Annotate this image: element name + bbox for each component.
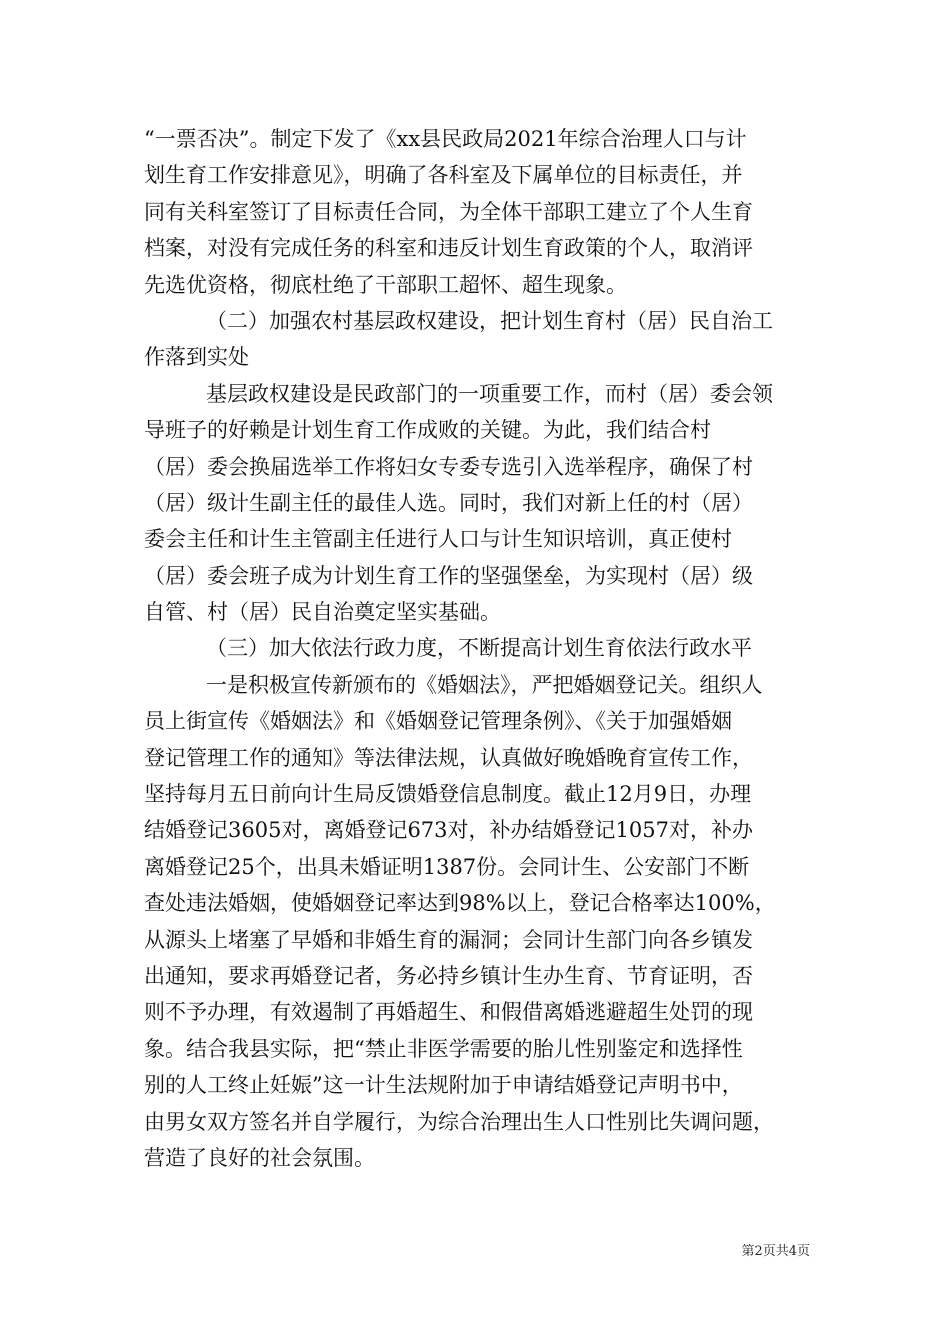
body-line: 营造了良好的社会氛围。: [144, 1145, 375, 1170]
body-line: 划生育工作安排意见》，明确了各科室及下属单位的目标责任，并: [144, 163, 743, 188]
body-line: 离婚登记25个，出具未婚证明1387份。会同计生、公安部门不断: [144, 854, 750, 879]
body-line: 则不予办理，有效遏制了再婚超生、和假借离婚逃避超生处罚的现: [144, 1000, 753, 1025]
body-line: 别的人工终止妊娠”这一计生法规附加于申请结婚登记声明书中，: [144, 1073, 743, 1098]
section-heading-line: 作落到实处: [144, 345, 249, 370]
body-line: 基层政权建设是民政部门的一项重要工作，而村（居）委会领: [206, 381, 773, 406]
body-line: 先选优资格，彻底杜绝了干部职工超怀、超生现象。: [144, 272, 627, 297]
body-line: 由男女双方签名并自学履行，为综合治理出生人口性别比失调问题，: [144, 1109, 774, 1134]
body-line: 一是积极宣传新颁布的《婚姻法》，严把婚姻登记关。组织人: [206, 672, 763, 697]
body-line: （居）委会班子成为计划生育工作的坚强堡垒，为实现村（居）级: [144, 563, 753, 588]
body-line: （居）委会换届选举工作将妇女专委专选引入选举程序，确保了村: [144, 454, 753, 479]
body-line: 结婚登记3605对，离婚登记673对，补办结婚登记1057对，补办: [144, 818, 753, 843]
body-line: 档案，对没有完成任务的科室和违反计划生育政策的个人，取消评: [144, 236, 753, 261]
body-line: 登记管理工作的通知》等法律法规，认真做好晚婚晚育宣传工作，: [144, 745, 753, 770]
document-body: [144, 121, 834, 1176]
body-line: 从源头上堵塞了早婚和非婚生育的漏洞；会同计生部门向各乡镇发: [144, 927, 753, 952]
body-line: 同有关科室签订了目标责任合同，为全体干部职工建立了个人生育: [144, 199, 753, 224]
body-line: “一票否决”。制定下发了《xx县民政局2021年综合治理人口与计: [144, 127, 747, 151]
section-heading-line: （三）加大依法行政力度，不断提高计划生育依法行政水平: [206, 636, 752, 661]
body-line: 查处违法婚姻，使婚姻登记率达到98%以上，登记合格率达100%，: [144, 891, 776, 916]
body-line: 象。结合我县实际，把“禁止非医学需要的胎儿性别鉴定和选择性: [144, 1036, 743, 1061]
body-line: 自管、村（居）民自治奠定坚实基础。: [144, 600, 501, 625]
body-line: （居）级计生副主任的最佳人选。同时，我们对新上任的村（居）: [144, 490, 753, 515]
page-number-footer: 第2页共4页: [741, 1244, 810, 1259]
body-line: 委会主任和计生主管副主任进行人口与计生知识培训，真正使村: [144, 527, 732, 552]
section-heading-line: （二）加强农村基层政权建设，把计划生育村（居）民自治工: [206, 308, 773, 333]
body-line: 导班子的好赖是计划生育工作成败的关键。为此，我们结合村: [144, 418, 711, 443]
body-line: 坚持每月五日前向计生局反馈婚登信息制度。截止12月9日，办理: [144, 782, 752, 807]
body-line: 员上街宣传《婚姻法》和《婚姻登记管理条例》、《关于加强婚姻: [144, 709, 732, 734]
body-line: 出通知，要求再婚登记者，务必持乡镇计生办生育、节育证明，否: [144, 963, 753, 988]
